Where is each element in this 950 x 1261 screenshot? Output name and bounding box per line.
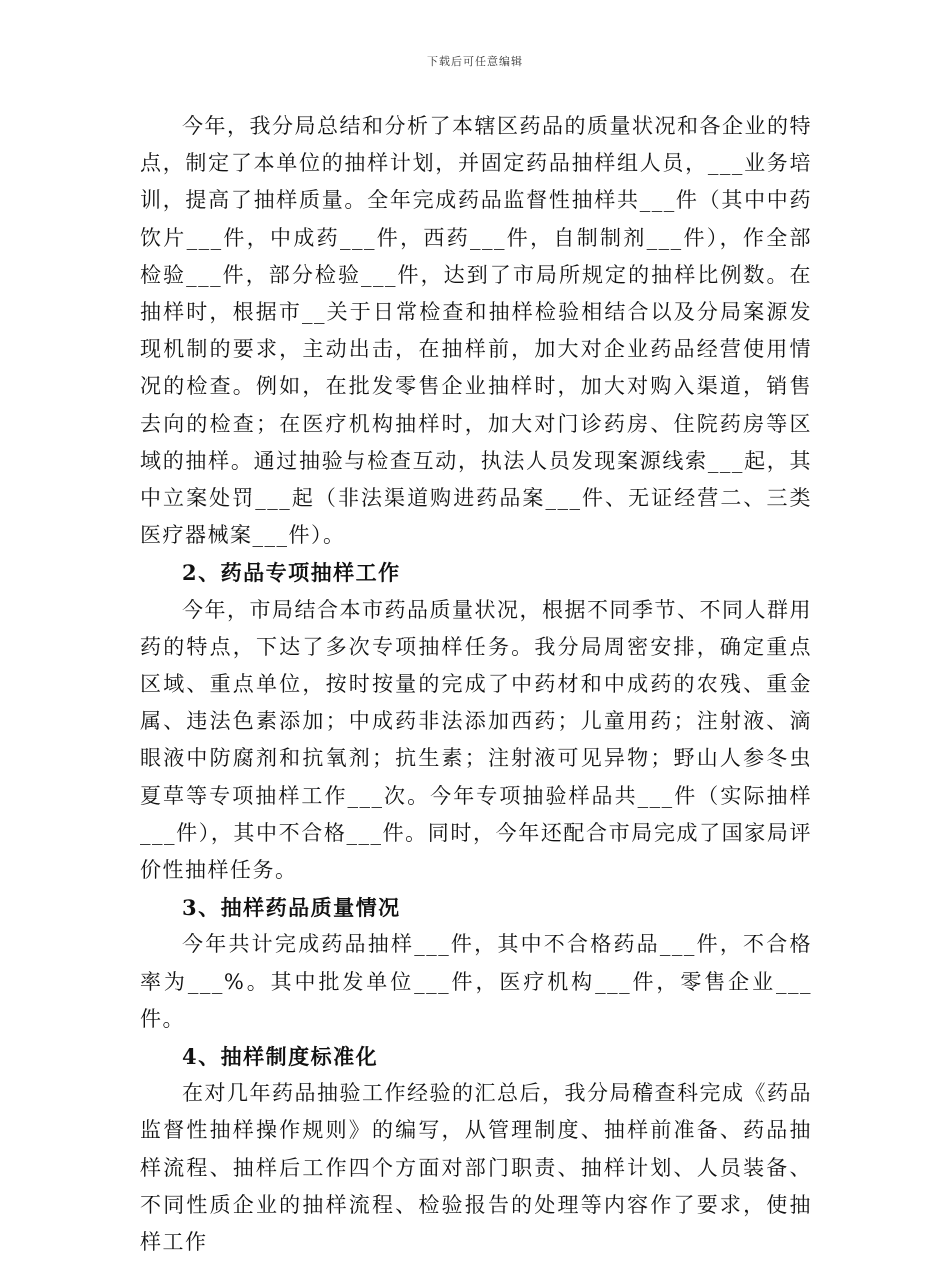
section-heading-standardization: 4、抽样制度标准化 bbox=[182, 1044, 379, 1070]
page-header: 下载后可任意编辑 bbox=[427, 55, 523, 68]
document-body bbox=[140, 108, 812, 1261]
paragraph-sampling-summary: 今年，我分局总结和分析了本辖区药品的质量状况和各企业的特点，制定了本单位的抽样计划，并固定药品抽样组人员，___业务培训，提高了抽样质量。全年完成药品监督性抽样共___件（其中中药饮片___件，中成药___件，西药___件，自制制剂___件），作全部检验___件，部分检验___件，达到了市局所规定的抽样比例数。在抽样时，根据市__关于日常检查和抽样检验相结合以及分局案源发现机制的要求，主动出击，在抽样前，加大对企业药品经营使用情况的检查。例如，在批发零售企业抽样时，加大对购入渠道，销售去向的检查；在医疗机构抽样时，加大对门诊药房、住院药房等区域的抽样。通过抽验与检查互动，执法人员发现案源线索___起，其中立案处罚___起（非法渠道购进药品案___件、无证经营二、三类医疗器械案___件）。 bbox=[140, 114, 812, 548]
paragraph-quality: 今年共计完成药品抽样___件，其中不合格药品___件，不合格率为___%。其中批发单位___件，医疗机构___件，零售企业___件。 bbox=[140, 932, 812, 1031]
section-heading-special-sampling: 2、药品专项抽样工作 bbox=[182, 560, 401, 586]
paragraph-special-sampling: 今年，市局结合本市药品质量状况，根据不同季节、不同人群用药的特点，下达了多次专项抽样任务。我分局周密安排，确定重点区域、重点单位，按时按量的完成了中药材和中成药的农残、重金属、违法色素添加；中成药非法添加西药；儿童用药；注射液、滴眼液中防腐剂和抗氧剂；抗生素；注射液可见异物；野山人参冬虫夏草等专项抽样工作___次。今年专项抽验样品共___件（实际抽样___件），其中不合格___件。同时，今年还配合市局完成了国家局评价性抽样任务。 bbox=[140, 597, 812, 883]
paragraph-standardization: 在对几年药品抽验工作经验的汇总后，我分局稽查科完成《药品监督性抽样操作规则》的编写，从管理制度、抽样前准备、药品抽样流程、抽样后工作四个方面对部门职责、抽样计划、人员装备、不同性质企业的抽样流程、检验报告的处理等内容作了要求，使抽样工作 bbox=[140, 1081, 812, 1255]
section-heading-quality: 3、抽样药品质量情况 bbox=[182, 895, 401, 921]
